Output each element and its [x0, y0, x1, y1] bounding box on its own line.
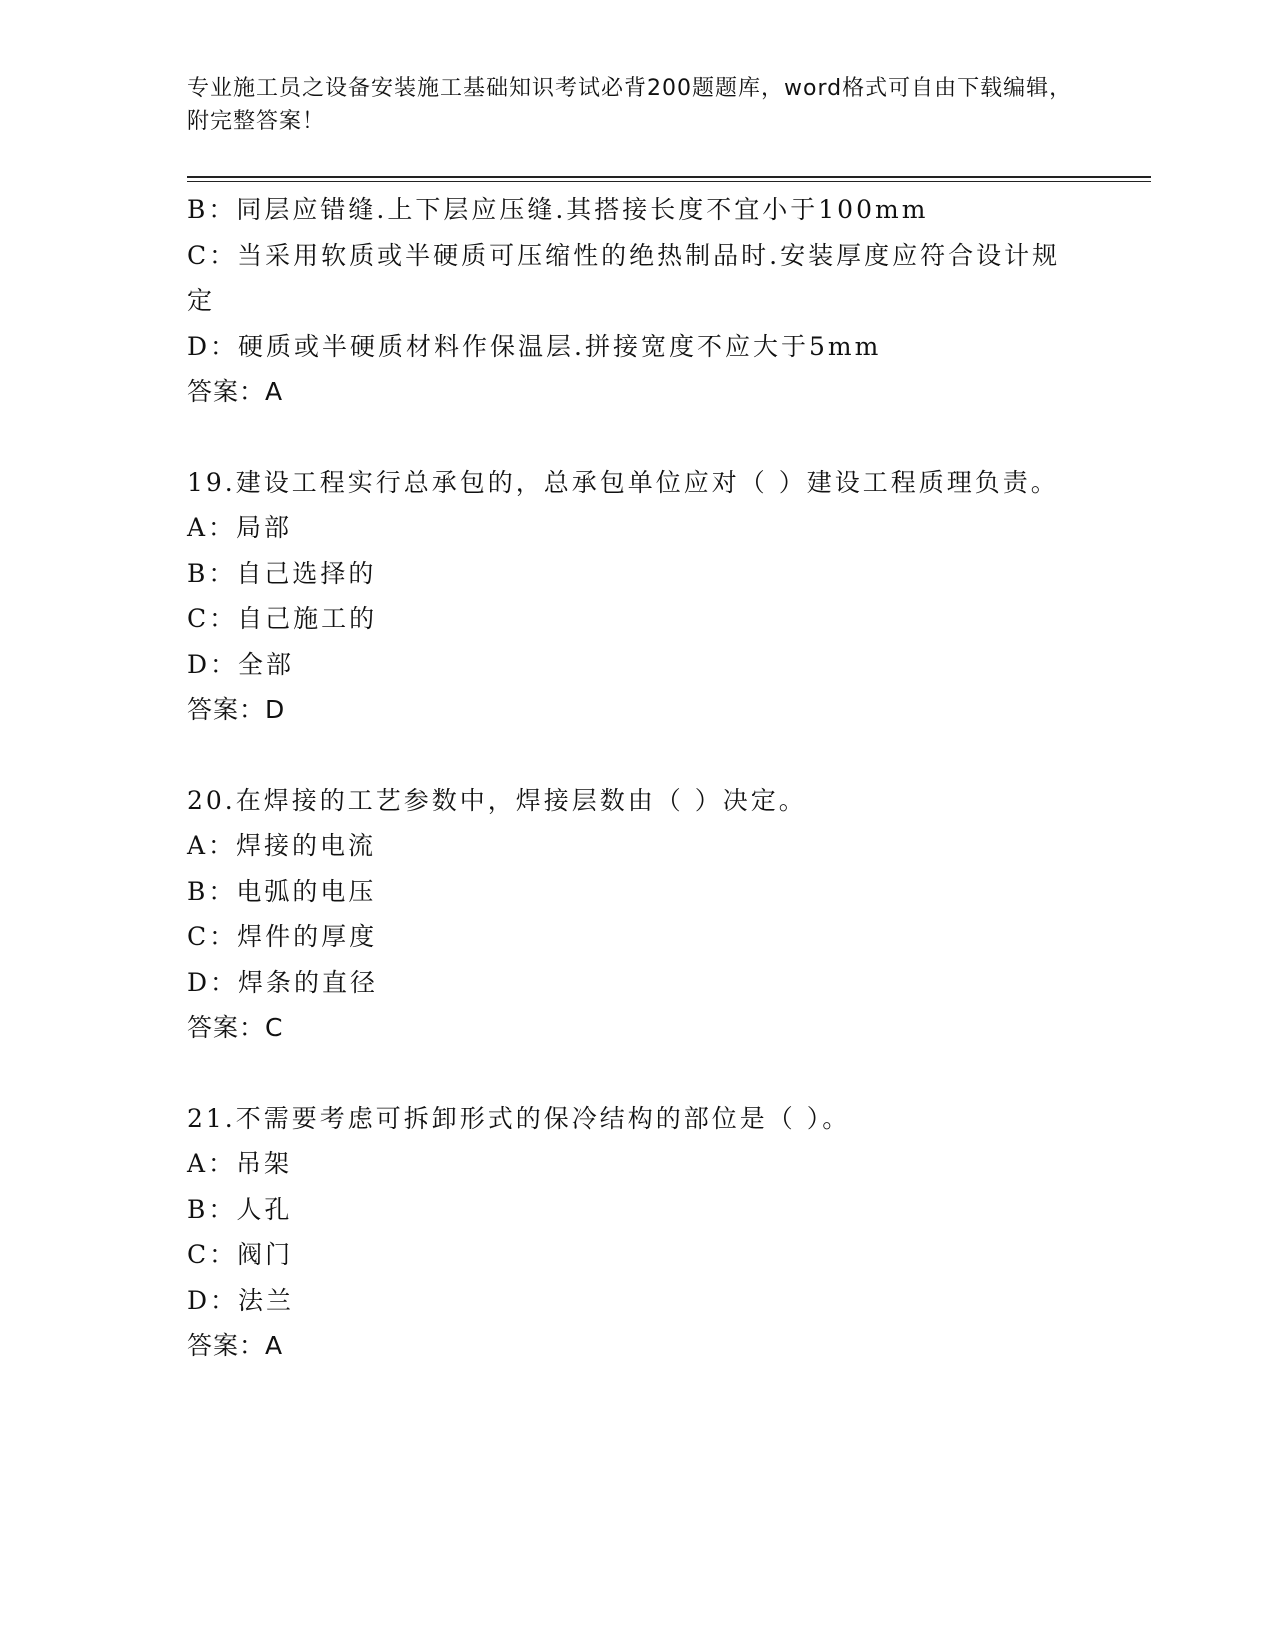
option-c: C：自己施工的 — [187, 604, 378, 633]
question-block-20 — [187, 778, 1077, 1051]
question-text: 20.在焊接的工艺参数中，焊接层数由（ ）决定。 — [187, 785, 807, 815]
spacer — [187, 415, 1077, 460]
question-block-21 — [187, 1096, 1077, 1369]
option-c: C：焊件的厚度 — [187, 922, 378, 951]
header-divider-thick — [187, 176, 1151, 178]
option-d: D：法兰 — [187, 1285, 295, 1315]
option-a: A：焊接的电流 — [187, 831, 377, 860]
answer: 答案：D — [187, 695, 286, 724]
answer: 答案：A — [187, 377, 284, 406]
document-header: 专业施工员之设备安装施工基础知识考试必背200题题库，word格式可自由下载编辑，附完整答案！ — [187, 76, 1073, 134]
option-a: A：局部 — [187, 513, 293, 542]
option-b: B：人孔 — [187, 1194, 293, 1224]
question-content — [187, 187, 1077, 1369]
option-b: B：电弧的电压 — [187, 876, 377, 906]
option-a: A：吊架 — [187, 1149, 293, 1178]
answer: 答案：C — [187, 1013, 284, 1042]
answer: 答案：A — [187, 1331, 284, 1360]
question-text: 21.不需要考虑可拆卸形式的保冷结构的部位是（ ）。 — [187, 1103, 851, 1133]
option-c: C：当采用软质或半硬质可压缩性的绝热制品时.安装厚度应符合设计规定 — [187, 240, 1061, 315]
spacer — [187, 733, 1077, 778]
option-c: C：阀门 — [187, 1240, 294, 1269]
option-d: D：焊条的直径 — [187, 967, 379, 997]
option-d: D：硬质或半硬质材料作保温层.拼接宽度不应大于5mm — [187, 331, 882, 361]
question-text: 19.建设工程实行总承包的，总承包单位应对（ ）建设工程质理负责。 — [187, 467, 1059, 497]
spacer — [187, 1051, 1077, 1096]
question-block-18 — [187, 187, 1077, 415]
header-divider-thin — [187, 181, 1151, 182]
option-b: B：同层应错缝.上下层应压缝.其搭接长度不宜小于100mm — [187, 195, 929, 224]
option-b: B：自己选择的 — [187, 558, 377, 588]
question-block-19 — [187, 460, 1077, 733]
option-d: D：全部 — [187, 649, 295, 679]
